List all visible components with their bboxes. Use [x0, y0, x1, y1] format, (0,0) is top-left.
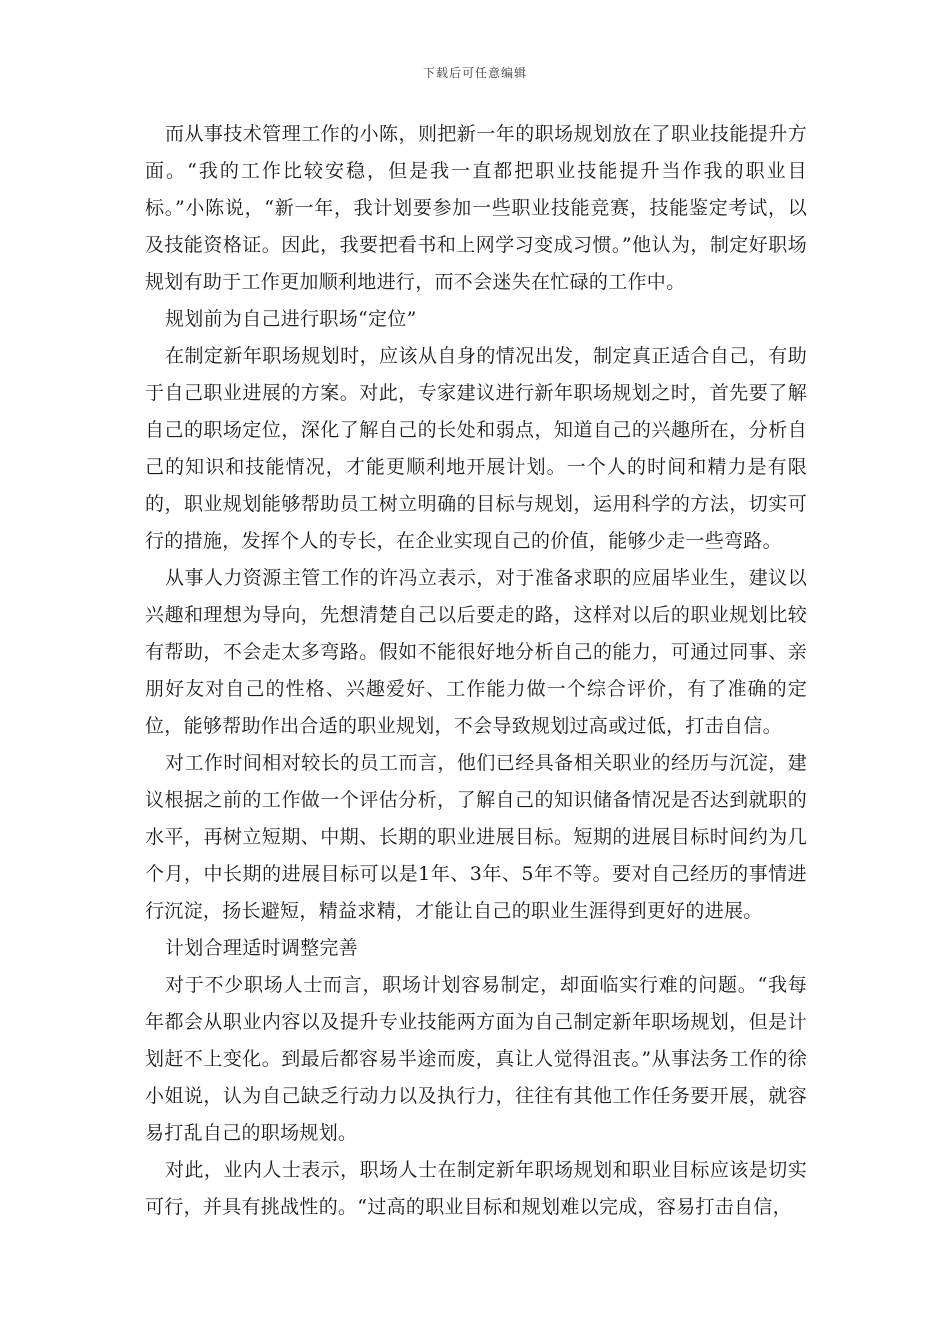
paragraph: 在制定新年职场规划时，应该从自身的情况出发，制定真正适合自己，有助于自己职业进展的方案。对此，专家建议进行新年职场规划之时，首先要了解自己的职场定位，深化了解自己的长处和弱点，知道自己的兴趣所在，分析自己的知识和技能情况，才能更顺利地开展计划。一个人的时间和精力是有限的，职业规划能够帮助员工树立明确的目标与规划，运用科学的方法，切实可行的措施，发挥个人的专长，在企业实现自己的价值，能够少走一些弯路。	[145, 345, 807, 552]
paragraph: 而从事技术管理工作的小陈，则把新一年的职场规划放在了职业技能提升方面。“我的工作比较安稳，但是我一直都把职业技能提升当作我的职业目标。”小陈说，“新一年，我计划要参加一些职业技能竞赛，技能鉴定考试，以及技能资格证。因此，我要把看书和上网学习变成习惯。”他认为，制定好职场规划有助于工作更加顺利地进行，而不会迷失在忙碌的工作中。	[145, 123, 807, 293]
paragraph: 从事人力资源主管工作的许冯立表示，对于准备求职的应届毕业生，建议以兴趣和理想为导向，先想清楚自己以后要走的路，这样对以后的职业规划比较有帮助，不会走太多弯路。假如不能很好地分析自己的能力，可通过同事、亲朋好友对自己的性格、兴趣爱好、工作能力做一个综合评价，有了准确的定位，能够帮助作出合适的职业规划，不会导致规划过高或过低，打击自信。	[145, 567, 807, 737]
section-heading: 规划前为自己进行职场“定位”	[165, 308, 417, 330]
document-body	[145, 116, 807, 1226]
section-heading: 计划合理适时调整完善	[165, 937, 359, 959]
paragraph: 对此，业内人士表示，职场人士在制定新年职场规划和职业目标应该是切实可行，并具有挑战性的。“过高的职业目标和规划难以完成，容易打击自信，	[145, 1159, 807, 1218]
page-header: 下载后可任意编辑	[422, 66, 527, 80]
paragraph: 对工作时间相对较长的员工而言，他们已经具备相关职业的经历与沉淀，建议根据之前的工作做一个评估分析，了解自己的知识储备情况是否达到就职的水平，再树立短期、中期、长期的职业进展目标。短期的进展目标时间约为几个月，中长期的进展目标可以是1年、3年、5年不等。要对自己经历的事情进行沉淀，扬长避短，精益求精，才能让自己的职业生涯得到更好的进展。	[145, 752, 807, 922]
paragraph: 对于不少职场人士而言，职场计划容易制定，却面临实行难的问题。“我每年都会从职业内容以及提升专业技能两方面为自己制定新年职场规划，但是计划赶不上变化。到最后都容易半途而废，真让人觉得沮丧。”从事法务工作的徐小姐说，认为自己缺乏行动力以及执行力，往往有其他工作任务要开展，就容易打乱自己的职场规划。	[145, 974, 807, 1144]
